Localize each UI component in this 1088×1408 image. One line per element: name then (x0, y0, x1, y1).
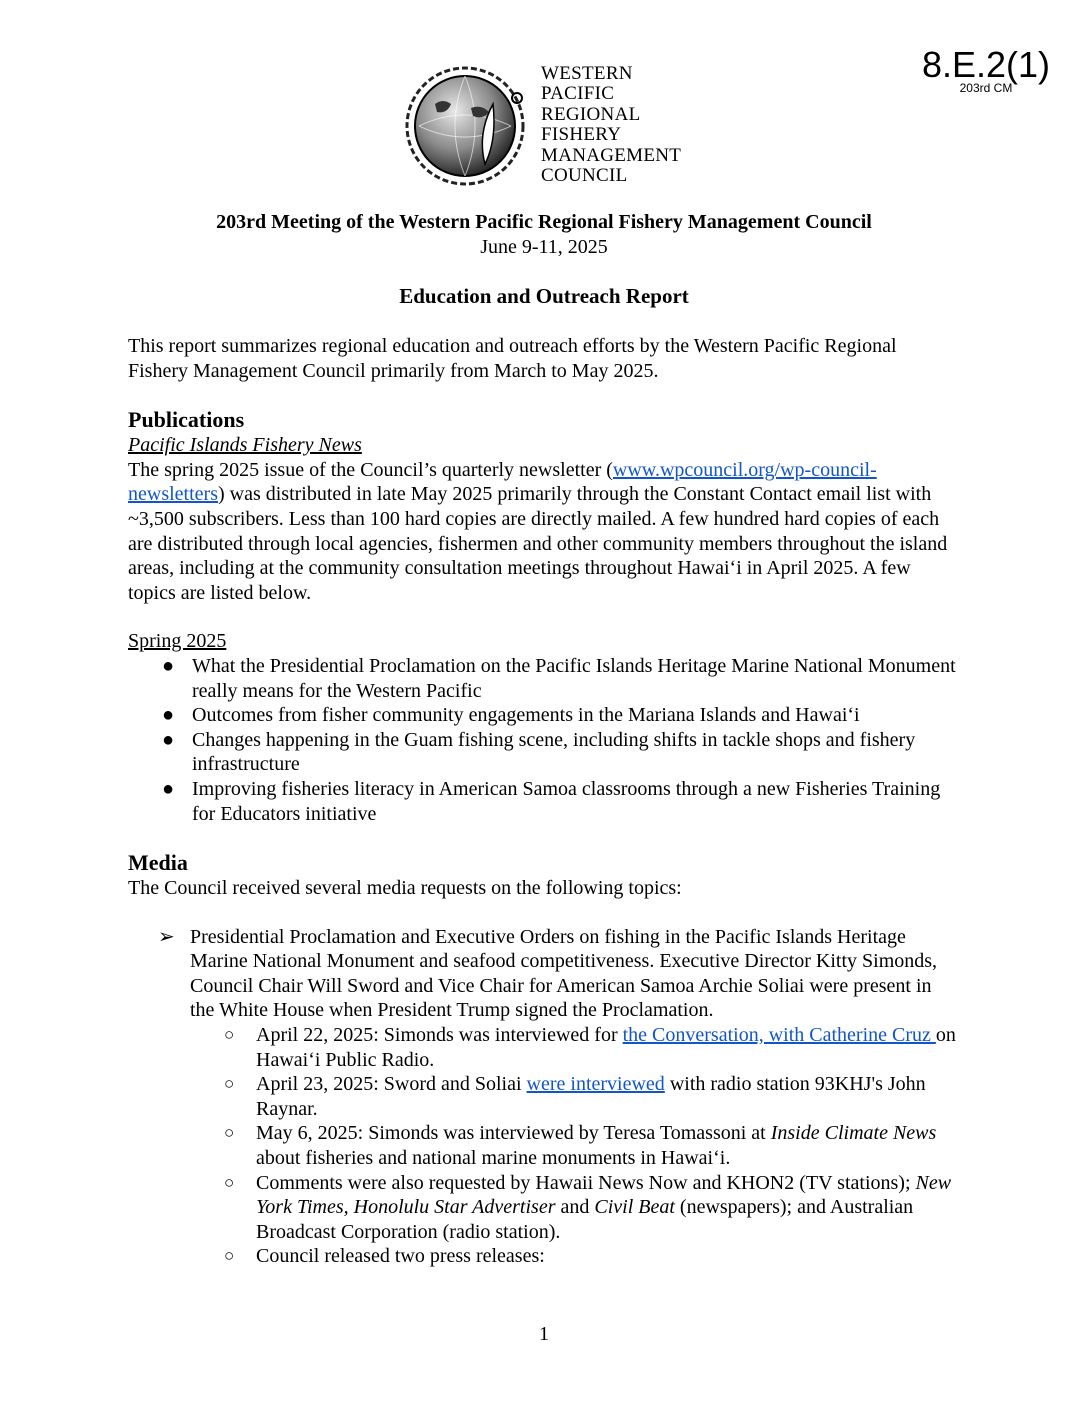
arrow-bullet-icon: ➢ (158, 925, 175, 948)
circle-bullet-icon: ○ (224, 1172, 235, 1192)
newsletter-paragraph: The spring 2025 issue of the Council’s quarterly newsletter (www.wpcouncil.org/wp-council-newsletters) was distributed in late May 2025 primarily through the Constant Contact email list with ~3,500 subscribers. Less than 100 hard copies are directly mailed. A few hundred hard copies of each are distributed through local agencies, fishermen and other community members throughout the island areas, including at the community consultation meetings throughout Hawai‘i in April 2025. A few topics are listed below. (128, 458, 948, 604)
intro-paragraph: This report summarizes regional education and outreach efforts by the Western Pacific Regional Fishery Management Council primarily from March to May 2025. (128, 335, 897, 382)
circle-bullet-icon: ○ (224, 1074, 235, 1094)
media-intro: The Council received several media requests on the following topics: (128, 877, 682, 900)
bullet-icon: ● (162, 777, 175, 800)
page-number: 1 (539, 1323, 549, 1345)
meeting-dates: June 9-11, 2025 (480, 235, 608, 258)
council-logo-text: WESTERN PACIFIC REGIONAL FISHERY MANAGEMENT COUNCIL (541, 63, 682, 187)
list-item: ● What the Presidential Proclamation on the Pacific Islands Heritage Marine National Monument really means for the Western Pacific (162, 654, 956, 702)
list-item: ● Improving fisheries literacy in American Samoa classrooms through a new Fisheries Training for Educators initiative (162, 777, 941, 825)
list-item: ○ Comments were also requested by Hawaii News Now and KHON2 (TV stations); New York Times, Honolulu Star Advertiser and Civil Beat (newspapers); and Australian Broadcast Corporation (radio station). (224, 1171, 952, 1243)
list-item: ● Outcomes from fisher community engagements in the Mariana Islands and Hawai‘i (162, 704, 860, 727)
meeting-title-block (0, 210, 1088, 259)
media-subitems-list (128, 1023, 960, 1269)
list-item: ○ April 22, 2025: Simonds was interviewed for the Conversation, with Catherine Cruz on Hawai‘i Public Radio. (224, 1024, 956, 1071)
globe-emblem-icon (405, 64, 529, 188)
issue-label: Spring 2025 (128, 630, 227, 653)
document-id (922, 46, 1050, 94)
document-code: 8.E.2(1) (921, 44, 1050, 85)
bullet-icon: ● (162, 654, 175, 677)
list-item: ○ May 6, 2025: Simonds was interviewed by Teresa Tomassoni at Inside Climate News about fisheries and national marine monuments in Hawai‘i. (224, 1122, 937, 1170)
publications-heading: Publications (128, 407, 245, 433)
interview-link[interactable]: were interviewed (526, 1073, 665, 1096)
newsletter-title: Pacific Islands Fishery News (128, 434, 362, 457)
newsletter-topics-list (128, 654, 960, 826)
newsletter-link[interactable]: www.wpcouncil.org/wp-council-newsletters (128, 458, 877, 506)
list-item: ○ April 23, 2025: Sword and Soliai were interviewed with radio station 93KHJ's John Raynar. (224, 1073, 926, 1120)
list-item: ● Changes happening in the Guam fishing scene, including shifts in tackle shops and fishery infrastructure (162, 728, 916, 776)
report-body (128, 334, 960, 1269)
council-logo (405, 64, 695, 188)
circle-bullet-icon: ○ (224, 1246, 235, 1266)
list-item: ○ Council released two press releases: (224, 1245, 545, 1268)
circle-bullet-icon: ○ (224, 1025, 235, 1045)
conversation-link[interactable]: the Conversation, with Catherine Cruz (622, 1024, 936, 1047)
meeting-code: 203rd CM (959, 81, 1013, 95)
media-topic-item: ➢ Presidential Proclamation and Executive Orders on fishing in the Pacific Islands Heritage Marine National Monument and seafood competitiveness. Executive Director Kitty Simonds, Council Chair Will Sword and Vice Chair for American Samoa Archie Soliai were present in the White House when President Trump signed the Proclamation. (158, 925, 938, 1022)
media-heading: Media (128, 850, 188, 876)
meeting-title: 203rd Meeting of the Western Pacific Regional Fishery Management Council (216, 211, 872, 233)
bullet-icon: ● (162, 704, 175, 727)
bullet-icon: ● (162, 728, 175, 751)
report-title: Education and Outreach Report (399, 284, 689, 308)
circle-bullet-icon: ○ (224, 1123, 235, 1143)
